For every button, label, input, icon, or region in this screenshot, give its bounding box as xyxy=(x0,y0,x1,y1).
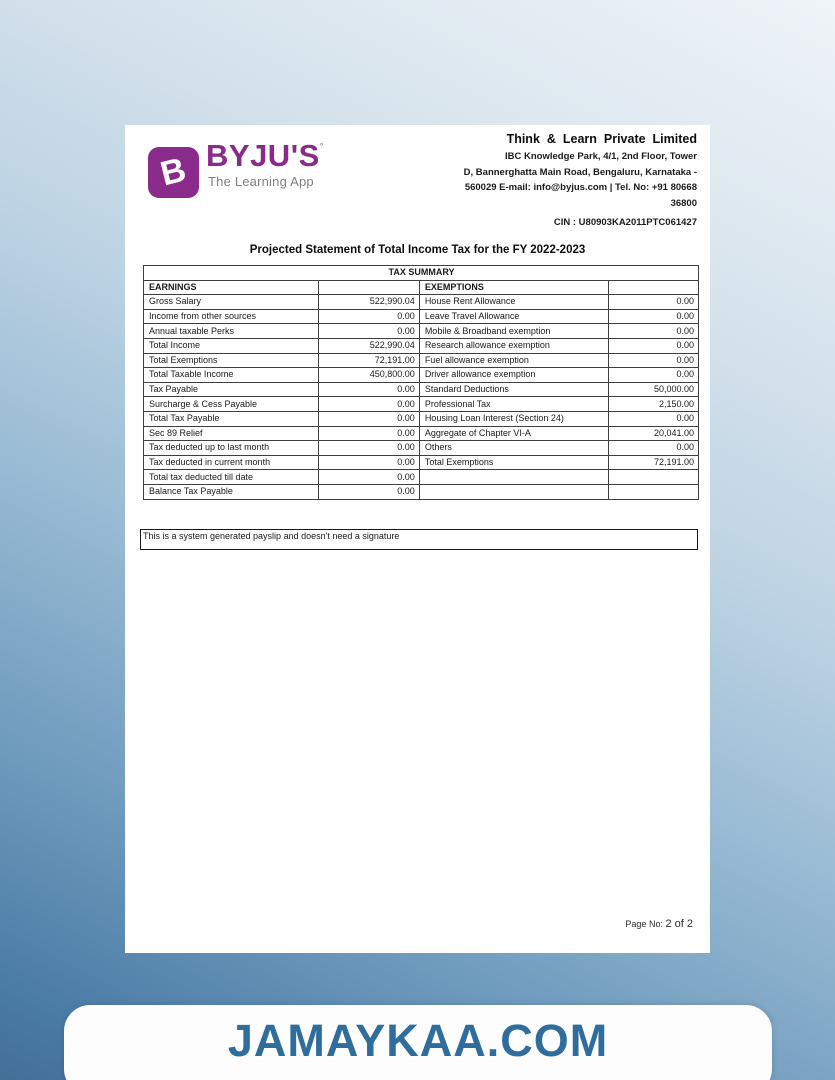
row-label xyxy=(419,484,608,499)
row-label: Balance Tax Payable xyxy=(144,484,319,499)
row-label: Surcharge & Cess Payable xyxy=(144,397,319,412)
byjus-logo-letter: B xyxy=(156,150,191,193)
table-row xyxy=(144,382,699,397)
table-row xyxy=(144,353,699,368)
row-value: 50,000.00 xyxy=(608,382,698,397)
row-value: 0.00 xyxy=(318,455,419,470)
row-value: 0.00 xyxy=(318,484,419,499)
row-label: Total Tax Payable xyxy=(144,411,319,426)
row-label: Professional Tax xyxy=(419,397,608,412)
watermark-text: JAMAYKAA.COM xyxy=(227,1015,609,1066)
row-label: Research allowance exemption xyxy=(419,338,608,353)
row-value: 0.00 xyxy=(608,368,698,383)
row-label: House Rent Allowance xyxy=(419,295,608,310)
row-label: Sec 89 Relief xyxy=(144,426,319,441)
row-value: 72,191.00 xyxy=(318,353,419,368)
company-address-line: 560029 E-mail: info@byjus.com | Tel. No: +91 80668 xyxy=(464,182,697,193)
tax-summary-table xyxy=(143,265,699,500)
earnings-value-header xyxy=(318,280,419,295)
row-label: Total tax deducted till date xyxy=(144,470,319,485)
row-value: 0.00 xyxy=(318,470,419,485)
row-value: 0.00 xyxy=(608,324,698,339)
row-label: Tax deducted in current month xyxy=(144,455,319,470)
page-number: Page No: 2 of 2 xyxy=(625,918,693,930)
row-label: Total Exemptions xyxy=(144,353,319,368)
row-label: Annual taxable Perks xyxy=(144,324,319,339)
row-value: 0.00 xyxy=(318,324,419,339)
row-value: 0.00 xyxy=(318,441,419,456)
row-label: Standard Deductions xyxy=(419,382,608,397)
row-label: Mobile & Broadband exemption xyxy=(419,324,608,339)
page-number-value: 2 of 2 xyxy=(665,918,693,930)
company-name: Think & Learn Private Limited xyxy=(506,132,697,146)
byjus-logo-icon xyxy=(148,147,199,198)
row-value: 450,800.00 xyxy=(318,368,419,383)
table-row xyxy=(144,338,699,353)
table-row xyxy=(144,426,699,441)
row-label: Gross Salary xyxy=(144,295,319,310)
watermark-banner xyxy=(64,1005,772,1080)
table-row xyxy=(144,324,699,339)
row-label: Total Taxable Income xyxy=(144,368,319,383)
byjus-tagline: The Learning App xyxy=(208,174,314,189)
row-value: 20,041.00 xyxy=(608,426,698,441)
row-value: 522,990.04 xyxy=(318,338,419,353)
row-value: 0.00 xyxy=(608,441,698,456)
statement-title: Projected Statement of Total Income Tax for the FY 2022-2023 xyxy=(249,244,586,256)
row-label xyxy=(419,470,608,485)
company-address-line: IBC Knowledge Park, 4/1, 2nd Floor, Tower xyxy=(505,151,697,162)
row-value: 0.00 xyxy=(608,338,698,353)
row-label: Driver allowance exemption xyxy=(419,368,608,383)
row-value: 2,150.00 xyxy=(608,397,698,412)
row-value xyxy=(608,484,698,499)
row-value: 522,990.04 xyxy=(318,295,419,310)
row-value: 0.00 xyxy=(608,411,698,426)
table-row xyxy=(144,411,699,426)
row-value: 0.00 xyxy=(318,426,419,441)
row-value: 0.00 xyxy=(318,309,419,324)
row-value: 0.00 xyxy=(608,295,698,310)
row-value: 0.00 xyxy=(608,309,698,324)
tax-table-body xyxy=(144,266,699,500)
system-note-text: This is a system generated payslip and doesn't need a signature xyxy=(143,531,400,541)
row-label: Aggregate of Chapter VI-A xyxy=(419,426,608,441)
row-value: 0.00 xyxy=(318,382,419,397)
row-label: Housing Loan Interest (Section 24) xyxy=(419,411,608,426)
row-label: Leave Travel Allowance xyxy=(419,309,608,324)
table-row xyxy=(144,295,699,310)
row-label: Total Exemptions xyxy=(419,455,608,470)
earnings-header: EARNINGS xyxy=(144,280,319,295)
table-row xyxy=(144,484,699,499)
exemptions-value-header xyxy=(608,280,698,295)
byjus-brand-name: BYJU'S° xyxy=(206,138,324,173)
company-address-line: 36800 xyxy=(670,197,697,209)
company-info-block xyxy=(387,132,697,228)
company-cin: CIN : U80903KA2011PTC061427 xyxy=(553,217,697,228)
row-label: Fuel allowance exemption xyxy=(419,353,608,368)
exemptions-header: EXEMPTIONS xyxy=(419,280,608,295)
table-row xyxy=(144,455,699,470)
table-row xyxy=(144,368,699,383)
row-value: 72,191.00 xyxy=(608,455,698,470)
table-caption-row xyxy=(144,266,699,281)
row-label: Total Income xyxy=(144,338,319,353)
table-row xyxy=(144,397,699,412)
row-label: Tax Payable xyxy=(144,382,319,397)
company-address-line: D, Bannerghatta Main Road, Bengaluru, Karnataka - xyxy=(463,166,697,178)
row-label: Income from other sources xyxy=(144,309,319,324)
row-value: 0.00 xyxy=(318,411,419,426)
table-row xyxy=(144,441,699,456)
row-value xyxy=(608,470,698,485)
table-row xyxy=(144,470,699,485)
payslip-page xyxy=(125,125,710,953)
company-address xyxy=(387,149,697,211)
row-value: 0.00 xyxy=(608,353,698,368)
table-header-row xyxy=(144,280,699,295)
table-caption: TAX SUMMARY xyxy=(144,266,699,281)
system-note-box xyxy=(140,529,698,550)
row-label: Others xyxy=(419,441,608,456)
table-row xyxy=(144,309,699,324)
row-label: Tax deducted up to last month xyxy=(144,441,319,456)
trademark-mark: ° xyxy=(319,141,324,151)
row-value: 0.00 xyxy=(318,397,419,412)
